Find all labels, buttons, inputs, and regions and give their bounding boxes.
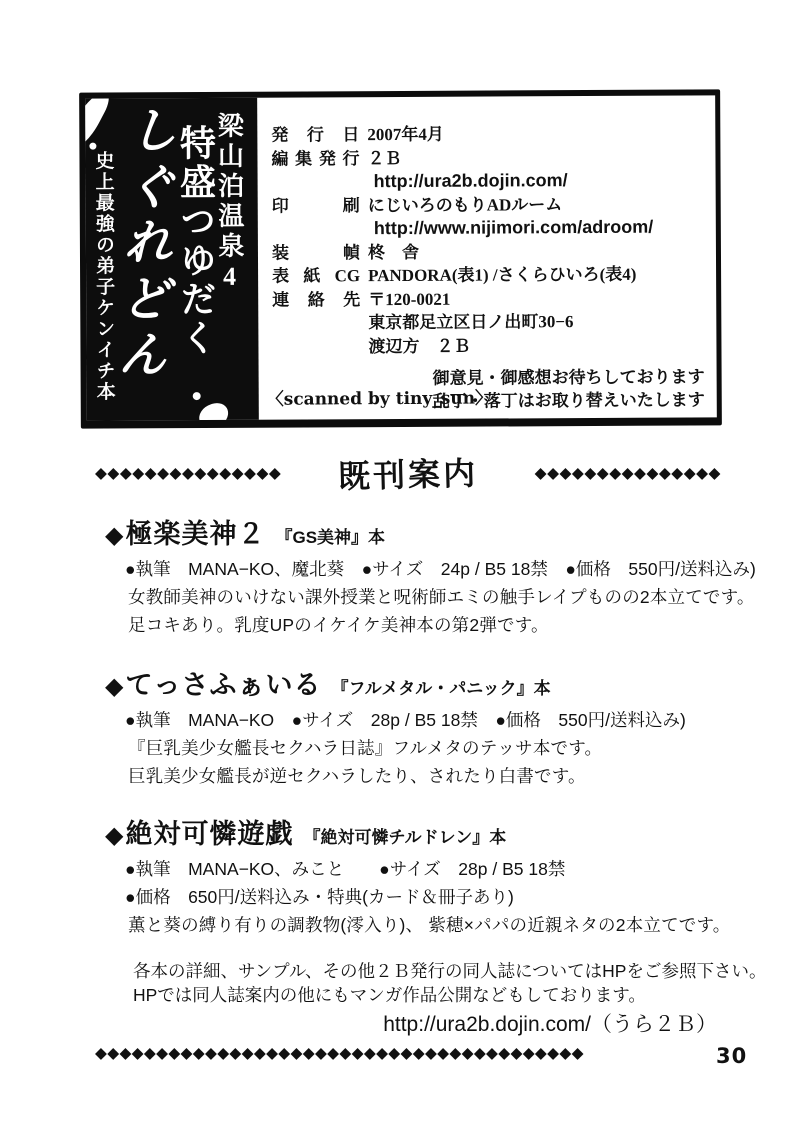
info-value: 〒120-0021 xyxy=(368,289,451,309)
info-row-publisher xyxy=(271,145,707,171)
brush-splash-decoration xyxy=(196,400,232,421)
diamond-bullet-icon: ◆ xyxy=(105,522,124,549)
info-label: 発行日 xyxy=(271,125,360,145)
book-specs: ●執筆 MANA−KO、魔北葵 ●サイズ 24p / B5 18禁 ●価格 550円/送料込み) xyxy=(125,559,756,579)
info-value: にじいろのもりADルーム xyxy=(367,194,563,215)
diamond-bullet-icon: ◆ xyxy=(105,673,124,700)
book-title: てっさふぁいる xyxy=(125,670,322,700)
info-value: 柊 舎 xyxy=(367,242,420,262)
scanned-by-credit: 〈scanned by tiny_sun〉 xyxy=(266,388,493,410)
info-row-printer xyxy=(272,192,708,218)
notice-line1: 御意見・御感想お待ちしております xyxy=(432,367,705,388)
diamond-divider-right: ◆◆◆◆◆◆◆◆◆◆◆◆◆◆◆ xyxy=(534,464,721,482)
book-title: 極楽美神２ xyxy=(125,519,266,549)
diamond-divider-left: ◆◆◆◆◆◆◆◆◆◆◆◆◆◆◆ xyxy=(95,464,282,482)
brush-splash-decoration xyxy=(89,143,96,150)
info-row-address2 xyxy=(272,333,708,359)
book-description: 巨乳美少女艦長が逆セクハラしたり、されたり白書です。 xyxy=(128,766,586,786)
title-banner xyxy=(85,98,259,421)
book-title-row xyxy=(95,512,721,551)
info-value: PANDORA(表1) /さくらひいろ(表4) xyxy=(368,264,637,286)
address-text: 東京都足立区日ノ出町30−6 xyxy=(368,312,574,333)
book-title: 絶対可憐遊戯 xyxy=(125,819,294,849)
info-label: 印刷 xyxy=(271,195,360,216)
book-listing-3 xyxy=(95,812,731,935)
book-parody-tag: 『フルメタル・パニック』本 xyxy=(331,679,551,698)
info-label: 装幀 xyxy=(271,242,361,263)
book-description: 『巨乳美少女艦長セクハラ日誌』フルメタのテッサ本です。 xyxy=(128,738,603,758)
info-row-printer-url xyxy=(272,215,708,241)
book-price: ●価格 650円/送料込み・特典(カード＆冊子あり) xyxy=(125,887,514,907)
info-row-contact xyxy=(272,286,708,312)
brush-splash-decoration xyxy=(193,392,201,400)
printer-url-text: http://www.nijimori.com/adroom/ xyxy=(373,216,654,239)
diamond-divider-bottom: ◆◆◆◆◆◆◆◆◆◆◆◆◆◆◆◆◆◆◆◆◆◆◆◆◆◆◆◆◆◆◆◆◆◆◆◆◆◆◆◆ xyxy=(95,1045,584,1062)
book-title-line2: しぐれどん xyxy=(109,103,181,386)
book-listing-2 xyxy=(95,663,721,786)
book-description: 女教師美神のいけない課外授業と呪術師エミの触手レイプものの2本立てです。 xyxy=(128,587,755,607)
series-title: 梁山泊温泉4 xyxy=(214,111,245,295)
info-label: 表紙CG xyxy=(272,266,361,286)
book-subtitle: 史上最強の弟子ケンイチ本 xyxy=(92,150,116,403)
publisher-url-text: http://ura2b.dojin.com/ xyxy=(373,170,568,192)
footer-note-line1: 各本の詳細、サンプル、その他２Ｂ発行の同人誌についてはHPをご参照下さい。 xyxy=(133,961,767,981)
feedback-notice xyxy=(433,365,705,412)
info-label: 連絡先 xyxy=(272,289,361,310)
info-row-cover-cg xyxy=(272,262,708,288)
info-value: 2007年4月 xyxy=(367,124,444,145)
homepage-url: http://ura2b.dojin.com/（うら２Ｂ） xyxy=(383,1013,717,1036)
colophon-box xyxy=(79,89,722,428)
footer-note-line2: HPでは同人誌案内の他にもマンガ作品公開などもしております。 xyxy=(133,985,646,1005)
book-title-row xyxy=(95,663,721,702)
book-specs: ●執筆 MANA−KO、みこと ●サイズ 28p / B5 18禁 xyxy=(125,859,566,879)
info-row-address xyxy=(272,309,708,335)
diamond-bullet-icon: ◆ xyxy=(105,822,124,849)
catalog-header xyxy=(95,450,721,496)
book-parody-tag: 『絶対可憐チルドレン』本 xyxy=(303,828,507,847)
book-description: 薫と葵の縛り有りの調教物(澪入り)、 紫穂×パパの近親ネタの2本立てです。 xyxy=(128,915,731,935)
catalog-title: 既刊案内 xyxy=(337,454,479,496)
notice-line2: 乱丁・落丁はお取り替えいたします xyxy=(432,390,705,411)
info-value: ２Ｂ xyxy=(367,148,402,168)
page-number: 30 xyxy=(716,1044,748,1068)
book-description: 足コキあり。乳度UPのイケイケ美神本の第2弾です。 xyxy=(128,615,549,635)
info-row-issue-date xyxy=(271,121,707,147)
info-row-publisher-url xyxy=(272,168,708,194)
info-label: 編集発行 xyxy=(271,148,360,169)
book-parody-tag: 『GS美神』本 xyxy=(275,528,386,547)
publication-info xyxy=(257,95,717,419)
book-specs: ●執筆 MANA−KO ●サイズ 28p / B5 18禁 ●価格 550円/送料込み) xyxy=(125,710,686,730)
info-row-binding xyxy=(272,239,708,265)
address-text: 渡辺方 ２Ｂ xyxy=(368,336,471,356)
book-title-line1: 特盛つゆだく xyxy=(174,123,217,359)
book-listing-1 xyxy=(95,512,756,635)
book-title-row xyxy=(95,812,721,851)
